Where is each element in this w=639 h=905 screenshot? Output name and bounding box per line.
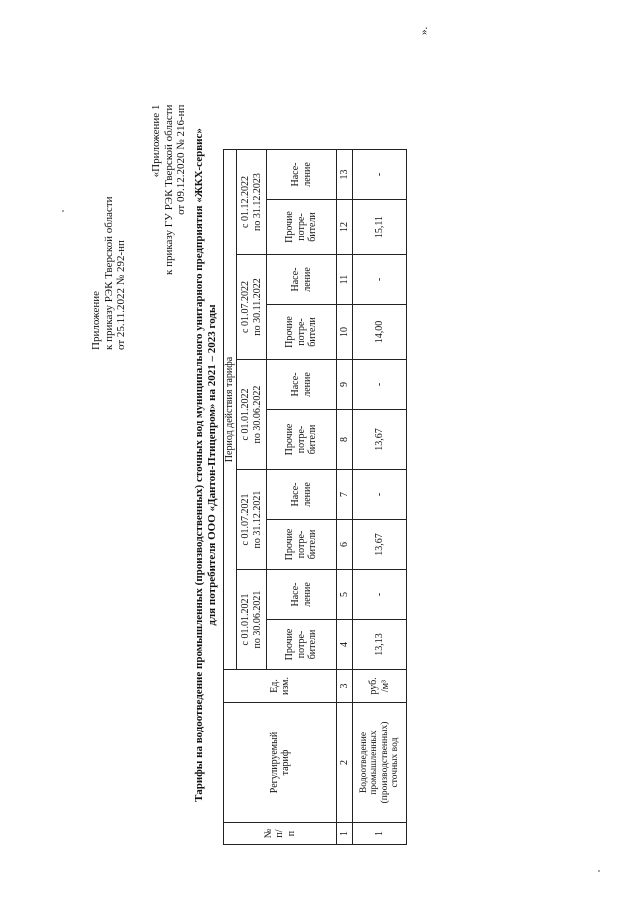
subheader-other-5: Прочие потре- бители: [267, 200, 337, 255]
header-period: Период действия тарифа: [224, 150, 237, 670]
colnum: 7: [337, 470, 353, 520]
colnum: 8: [337, 410, 353, 470]
period-1: с 01.01.2021 по 30.06.2021: [237, 570, 267, 670]
subheader-pop-4: Насе- ление: [267, 255, 337, 305]
period-2: с 01.07.2021 по 31.12.2021: [237, 470, 267, 570]
colnum: 10: [337, 305, 353, 360]
header-tariff: Регулируемый тариф: [224, 703, 337, 823]
title-line-2: для потребителя ООО «Дантон-Птицепром» на 2021 – 2023 годы: [206, 304, 218, 626]
row-value: -: [353, 470, 407, 520]
row-value: -: [353, 255, 407, 305]
appendix-line-3: от 25.11.2022 № 292-нп: [115, 240, 127, 350]
row-name: Водоотведение промышленных (производственных) сточных вод: [353, 703, 407, 823]
subheader-other-2: Прочие потре- бители: [267, 520, 337, 570]
row-value: -: [353, 570, 407, 620]
row-value: -: [353, 150, 407, 200]
row-value: -: [353, 360, 407, 410]
row-unit: руб. /м³: [353, 670, 407, 703]
subheader-other-4: Прочие потре- бители: [267, 305, 337, 360]
period-5: с 01.12.2022 по 31.12.2023: [237, 150, 267, 255]
header-unit: Ед. изм.: [224, 670, 337, 703]
document-title: [193, 85, 219, 845]
colnum: 1: [337, 823, 353, 845]
row-value: 13,67: [353, 520, 407, 570]
header-num: № п/ п: [224, 823, 337, 845]
colnum: 9: [337, 360, 353, 410]
subheader-pop-5: Насе- ление: [267, 150, 337, 200]
subheader-pop-1: Насе- ление: [267, 570, 337, 620]
appendix-line-2: к приказу РЭК Тверской области: [102, 196, 115, 350]
colnum: 11: [337, 255, 353, 305]
previous-appendix-header: [150, 105, 188, 275]
period-4: с 01.07.2022 по 30.11.2022: [237, 255, 267, 360]
colnum: 4: [337, 620, 353, 670]
subheader-other-1: Прочие потре- бители: [267, 620, 337, 670]
colnum: 6: [337, 520, 353, 570]
scan-speck: [598, 870, 600, 872]
row-num: 1: [353, 823, 407, 845]
period-3: с 01.01.2022 по 30.06.2022: [237, 360, 267, 470]
colnum: 13: [337, 150, 353, 200]
row-value: 14,00: [353, 305, 407, 360]
appendix-header: [90, 196, 128, 350]
subheader-other-3: Прочие потре- бители: [267, 410, 337, 470]
column-number-row: [337, 150, 353, 845]
colnum: 2: [337, 703, 353, 823]
row-value: 13,13: [353, 620, 407, 670]
prev-appendix-line-3: от 09.12.2020 № 216-нп: [175, 104, 187, 215]
prev-appendix-line-2: к приказу ГУ РЭК Тверской области: [162, 104, 175, 275]
prev-appendix-line-1: «Приложение 1: [150, 104, 162, 178]
closing-quote: ».: [418, 26, 430, 35]
colnum: 3: [337, 670, 353, 703]
tariff-table: [223, 149, 407, 845]
table-row: [353, 150, 407, 845]
row-value: 15,11: [353, 200, 407, 255]
appendix-line-1: Приложение: [90, 290, 102, 350]
subheader-pop-3: Насе- ление: [267, 360, 337, 410]
row-value: 13,67: [353, 410, 407, 470]
subheader-pop-2: Насе- ление: [267, 470, 337, 520]
scan-speck: [62, 210, 64, 212]
colnum: 12: [337, 200, 353, 255]
title-line-1: Тарифы на водоотведение промышленных (производственных) сточных вод муниципального унитарного предприятия «ЖКХ-сервис»: [193, 128, 205, 802]
colnum: 5: [337, 570, 353, 620]
